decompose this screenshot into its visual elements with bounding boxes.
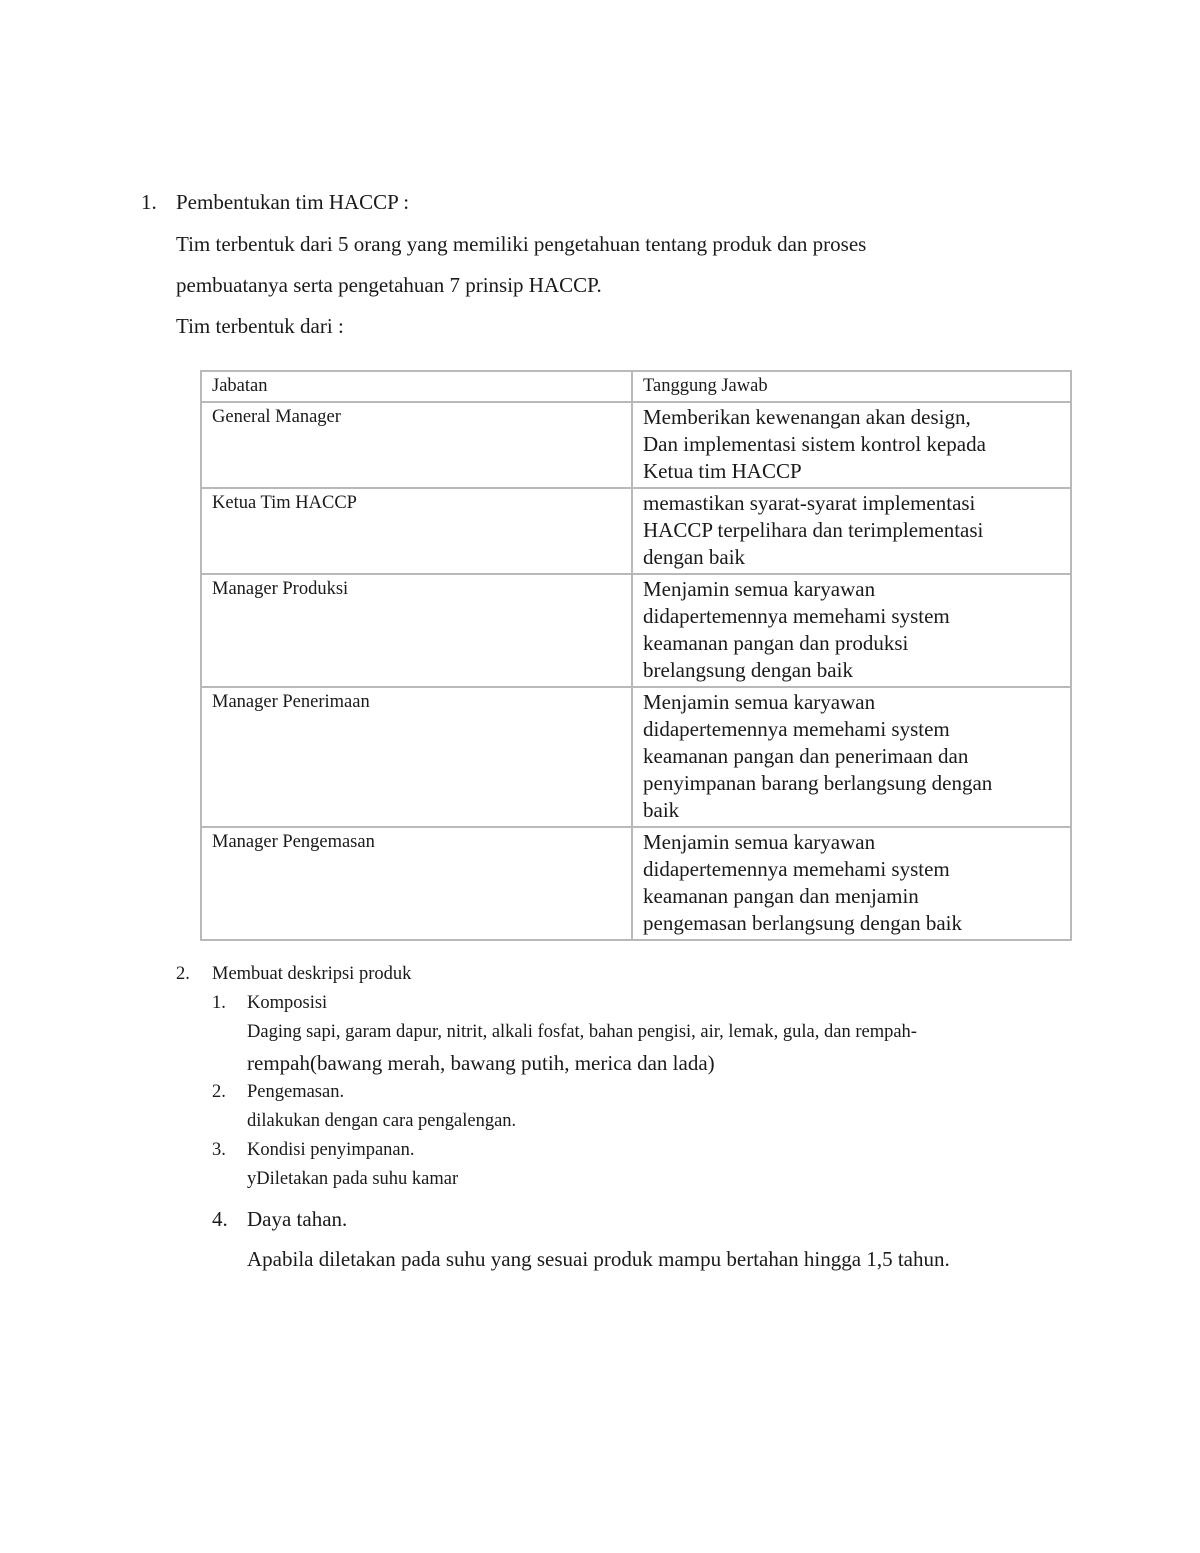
jabatan-cell: Manager Produksi: [201, 574, 632, 687]
table-row: [201, 574, 1071, 687]
tanggung-jawab-cell: [632, 827, 1071, 940]
section-1-title: Pembentukan tim HACCP :: [176, 190, 410, 214]
jabatan-cell: Manager Penerimaan: [201, 687, 632, 827]
tanggung-jawab-line: Menjamin semua karyawan: [643, 690, 876, 714]
table-header-row: [201, 371, 1071, 402]
tanggung-jawab-line: brelangsung dengan baik: [643, 658, 853, 682]
item-2-number: 2.: [212, 1082, 226, 1102]
tanggung-jawab-line: HACCP terpelihara dan terimplementasi: [643, 518, 984, 542]
tanggung-jawab-line: Dan implementasi sistem kontrol kepada: [643, 432, 986, 456]
section-2-number: 2.: [176, 964, 190, 984]
item-3-number: 3.: [212, 1140, 226, 1160]
tanggung-jawab-line: dengan baik: [643, 545, 746, 569]
item-1-number: 1.: [212, 993, 226, 1013]
item-4-label: Daya tahan.: [247, 1207, 348, 1231]
team-table: [200, 370, 1072, 941]
tanggung-jawab-line: pengemasan berlangsung dengan baik: [643, 911, 962, 935]
tanggung-jawab-line: penyimpanan barang berlangsung dengan: [643, 771, 993, 795]
jabatan-cell: Manager Pengemasan: [201, 827, 632, 940]
item-4-desc: Apabila diletakan pada suhu yang sesuai produk mampu bertahan hingga 1,5 tahun.: [247, 1247, 950, 1271]
jabatan-cell: General Manager: [201, 402, 632, 488]
tanggung-jawab-line: Menjamin semua karyawan: [643, 577, 876, 601]
header-jabatan: Jabatan: [201, 371, 632, 402]
tanggung-jawab-line: didapertemennya memehami system: [643, 604, 950, 628]
tanggung-jawab-line: didapertemennya memehami system: [643, 857, 950, 881]
item-1-desc-line-1: Daging sapi, garam dapur, nitrit, alkali fosfat, bahan pengisi, air, lemak, gula, dan rempah-: [247, 1022, 917, 1042]
table-row: [201, 488, 1071, 574]
tanggung-jawab-cell: [632, 687, 1071, 827]
section-1-paragraph-line-1: Tim terbentuk dari 5 orang yang memiliki pengetahuan tentang produk dan proses: [176, 232, 867, 256]
team-intro: Tim terbentuk dari :: [176, 314, 344, 338]
table-row: [201, 687, 1071, 827]
tanggung-jawab-line: baik: [643, 798, 680, 822]
tanggung-jawab-line: Ketua tim HACCP: [643, 459, 802, 483]
tanggung-jawab-line: memastikan syarat-syarat implementasi: [643, 491, 976, 515]
tanggung-jawab-line: keamanan pangan dan penerimaan dan: [643, 744, 969, 768]
tanggung-jawab-line: Memberikan kewenangan akan design,: [643, 405, 971, 429]
item-3-desc: yDiletakan pada suhu kamar: [247, 1169, 459, 1189]
item-2-label: Pengemasan.: [247, 1082, 345, 1102]
item-1-label: Komposisi: [247, 993, 328, 1013]
jabatan-cell: Ketua Tim HACCP: [201, 488, 632, 574]
item-3-label: Kondisi penyimpanan.: [247, 1140, 415, 1160]
tanggung-jawab-cell: [632, 574, 1071, 687]
tanggung-jawab-cell: [632, 488, 1071, 574]
tanggung-jawab-cell: [632, 402, 1071, 488]
section-1-number: 1.: [141, 190, 157, 214]
section-2-title: Membuat deskripsi produk: [212, 964, 412, 984]
section-1-paragraph-line-2: pembuatanya serta pengetahuan 7 prinsip HACCP.: [176, 273, 602, 297]
tanggung-jawab-line: keamanan pangan dan produksi: [643, 631, 909, 655]
header-tanggung-jawab: Tanggung Jawab: [632, 371, 1071, 402]
tanggung-jawab-line: keamanan pangan dan menjamin: [643, 884, 919, 908]
item-4-number: 4.: [212, 1207, 228, 1231]
tanggung-jawab-line: Menjamin semua karyawan: [643, 830, 876, 854]
item-2-desc: dilakukan dengan cara pengalengan.: [247, 1111, 517, 1131]
item-1-desc-line-2: rempah(bawang merah, bawang putih, merica dan lada): [247, 1051, 715, 1075]
tanggung-jawab-line: didapertemennya memehami system: [643, 717, 950, 741]
table-row: [201, 827, 1071, 940]
table-row: [201, 402, 1071, 488]
